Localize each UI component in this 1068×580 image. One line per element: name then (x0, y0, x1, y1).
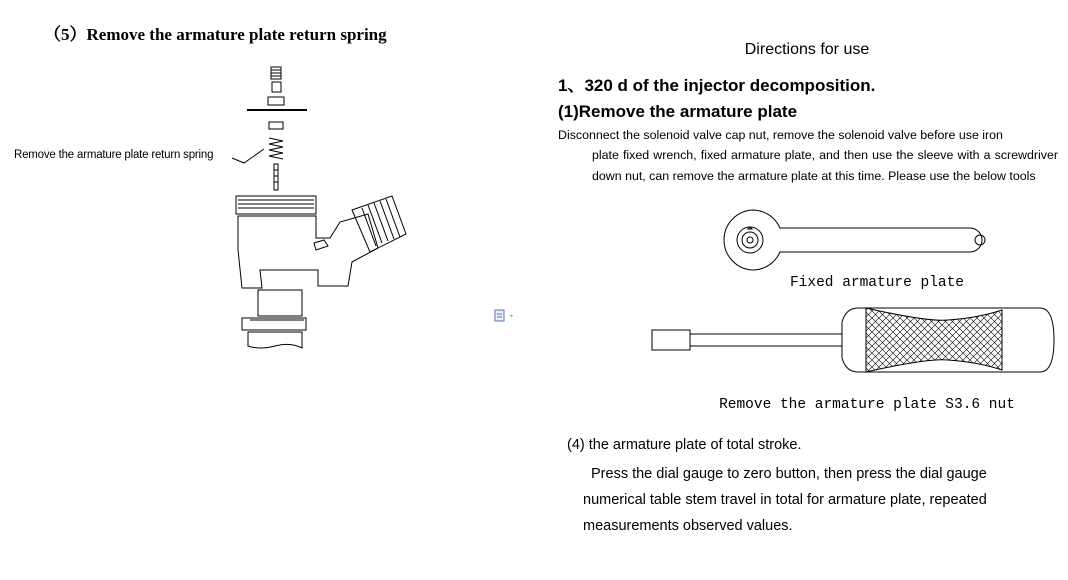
tool1-caption: Fixed armature plate (789, 275, 965, 291)
injector-body (238, 214, 378, 288)
injector-exploded-diagram (0, 0, 480, 360)
washer-part (268, 97, 284, 105)
return-spring-coil (269, 138, 283, 159)
section-title: （5）Remove the armature plate return spring (44, 25, 387, 44)
tool2-caption: Remove the armature plate S3.6 nut (719, 397, 1015, 413)
paragraph-first-line: Disconnect the solenoid valve cap nut, remove the solenoid valve before use iron (558, 128, 1003, 142)
heading-remove-armature-plate: (1)Remove the armature plate (558, 102, 798, 121)
stroke-paragraph-line: Press the dial gauge to zero button, then press the dial gauge (591, 466, 987, 482)
callout-leader-line (232, 149, 264, 163)
paragraph-body: plate fixed wrench, fixed armature plate, and then use the sleeve with a screwdriver down nut, can remove the armature plate at this time. Please use the below tools (592, 148, 1058, 183)
stroke-paragraph-line: numerical table stem travel in total for armature plate, repeated (583, 492, 987, 508)
bolt-part (269, 122, 283, 129)
heading-total-stroke: (4) the armature plate of total stroke. (567, 437, 802, 453)
directions-title: Directions for use (744, 41, 870, 58)
screwdriver-illustration (648, 304, 1058, 374)
heading-injector-decomposition: 1、320 d of the injector decomposition. (558, 76, 876, 95)
inlet-connector (352, 196, 406, 252)
stroke-paragraph-line: measurements observed values. (583, 518, 793, 534)
document-icon[interactable] (494, 309, 520, 323)
callout-label: Remove the armature plate return spring (14, 149, 214, 161)
fixed-wrench-illustration (718, 208, 998, 272)
shim-part (272, 82, 281, 92)
stroke-paragraph (583, 461, 1043, 539)
